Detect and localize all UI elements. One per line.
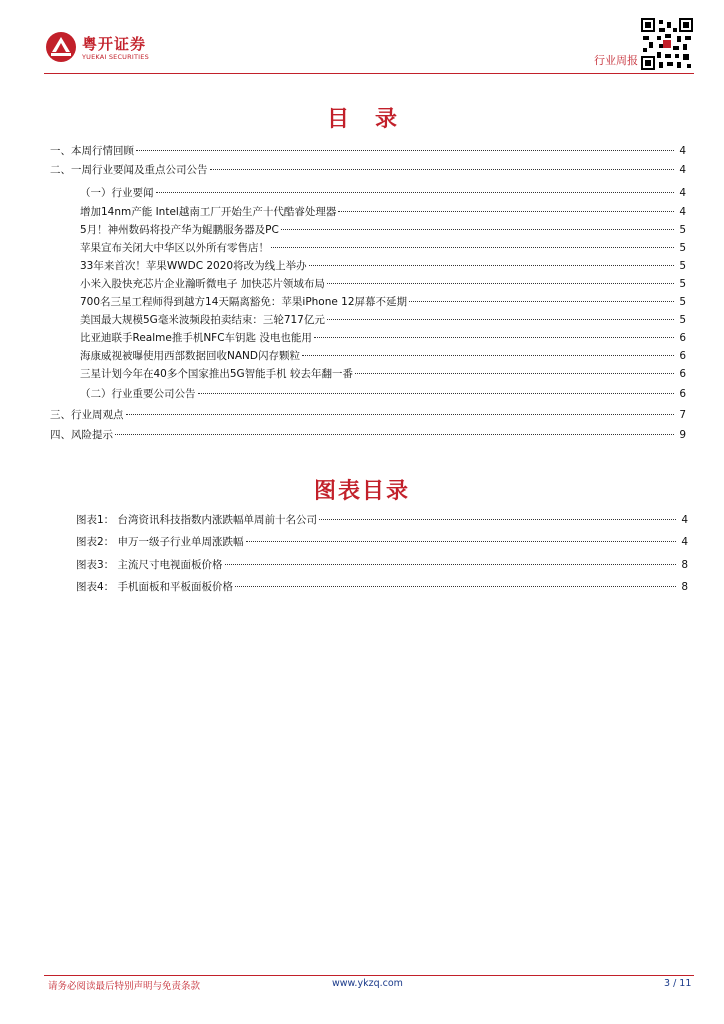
toc-leader-dots [115,434,674,435]
toc-entry-page: 5 [679,278,686,290]
figure-entry-text: 图表3： 主流尺寸电视面板价格 [76,559,223,571]
toc-entry-text: 小米入股快充芯片企业瀚昕微电子 加快芯片领域布局 [80,278,325,290]
figure-entry-page: 4 [681,536,688,548]
toc-entry-text: 美国最大规模5G毫米波频段拍卖结束：三轮717亿元 [80,314,325,326]
toc-entry[interactable] [80,185,686,202]
toc-leader-dots [246,541,676,542]
figure-entry[interactable] [76,534,688,551]
toc-title: 目录 [326,107,423,132]
toc-entry-text: （一）行业要闻 [80,187,154,199]
toc-leader-dots [319,519,676,520]
toc-entry-page: 6 [679,332,686,344]
toc-leader-dots [210,169,675,170]
toc-entry-page: 5 [679,242,686,254]
report-type-label: 行业周报 [594,54,638,67]
toc-leader-dots [327,283,674,284]
page-header [0,0,724,80]
toc-entry[interactable] [80,294,686,311]
toc-entry[interactable] [50,162,686,179]
toc-entry-page: 9 [679,429,686,441]
toc-entry-text: 增加14nm产能 Intel越南工厂开始生产十代酷睿处理器 [80,206,337,218]
toc-entry[interactable] [80,240,686,257]
toc-entry-page: 4 [679,145,686,157]
toc-entry-text: 三星计划今年在40多个国家推出5G智能手机 较去年翻一番 [80,368,354,380]
toc-entry-text: 700名三星工程师得到越方14天隔离豁免：苹果iPhone 12屏幕不延期 [80,296,408,308]
footer-website-link[interactable]: www.ykzq.com [332,978,403,989]
header-divider [44,73,694,74]
toc-entry[interactable] [80,386,686,403]
toc-entry-text: 5月！神州数码将投产华为鲲鹏服务器及PC [80,224,279,236]
toc-entry[interactable] [80,312,686,329]
toc-leader-dots [225,564,676,565]
toc-leader-dots [198,393,675,394]
toc-entry-page: 5 [679,296,686,308]
toc-leader-dots [235,586,676,587]
figure-entry[interactable] [76,512,688,529]
figure-entry-page: 4 [681,514,688,526]
logo-english-name: YUEKAI SECURITIES [82,53,149,61]
toc-leader-dots [126,414,675,415]
page-number: 3 / 11 [664,978,692,989]
figure-entry-text: 图表2： 申万一级子行业单周涨跌幅 [76,536,244,548]
toc-entry-text: 海康威视被曝使用西部数据回收NAND闪存颗粒 [80,350,300,362]
toc-entry-page: 5 [679,260,686,272]
toc-entry-text: 一、本周行情回顾 [50,145,134,157]
toc-entry-page: 6 [679,350,686,362]
toc-leader-dots [327,319,674,320]
toc-entry[interactable] [80,258,686,275]
toc-leader-dots [309,265,674,266]
toc-entry[interactable] [50,143,686,160]
toc-entry[interactable] [80,348,686,365]
company-emblem-icon [44,30,78,64]
toc-leader-dots [355,373,674,374]
toc-leader-dots [281,229,674,230]
logo-chinese-name: 粤开证券 [82,35,147,53]
figure-entry-text: 图表4： 手机面板和平板面板价格 [76,581,234,593]
toc-entry-text: 比亚迪联手Realme推手机NFC车钥匙 没电也能用 [80,332,312,344]
toc-entry[interactable] [50,427,686,444]
toc-leader-dots [271,247,674,248]
toc-entry[interactable] [50,407,686,424]
figure-entry-page: 8 [681,559,688,571]
figure-list-title: 图表目录 [313,479,410,504]
toc-entry-text: 四、风险提示 [50,429,113,441]
toc-leader-dots [302,355,674,356]
footer-divider [44,975,694,976]
figure-entry-page: 8 [681,581,688,593]
toc-entry-page: 5 [679,314,686,326]
toc-entry-page: 4 [679,206,686,218]
toc-entry-text: （二）行业重要公司公告 [80,388,196,400]
footer-disclaimer: 请务必阅读最后特别声明与免责条款 [48,981,201,992]
toc-entry[interactable] [80,366,686,383]
toc-leader-dots [409,301,674,302]
toc-leader-dots [136,150,674,151]
toc-entry[interactable] [80,222,686,239]
toc-entry-text: 二、一周行业要闻及重点公司公告 [50,164,208,176]
toc-leader-dots [314,337,674,338]
toc-entry[interactable] [80,276,686,293]
toc-entry-page: 7 [679,409,686,421]
toc-entry-page: 4 [679,164,686,176]
toc-entry-page: 4 [679,187,686,199]
figure-entry-text: 图表1： 台湾资讯科技指数内涨跌幅单周前十名公司 [76,514,318,526]
toc-entry-page: 6 [679,388,686,400]
toc-entry-page: 5 [679,224,686,236]
toc-leader-dots [338,211,674,212]
toc-leader-dots [156,192,675,193]
toc-entry-text: 三、行业周观点 [50,409,124,421]
toc-entry[interactable] [80,204,686,221]
figure-entry[interactable] [76,579,688,596]
qr-code-icon [641,18,693,70]
company-logo [44,30,204,70]
toc-entry[interactable] [80,330,686,347]
figure-entry[interactable] [76,557,688,574]
toc-entry-text: 33年来首次！苹果WWDC 2020将改为线上举办 [80,260,307,272]
toc-entry-page: 6 [679,368,686,380]
toc-entry-text: 苹果宣布关闭大中华区以外所有零售店！ [80,242,269,254]
